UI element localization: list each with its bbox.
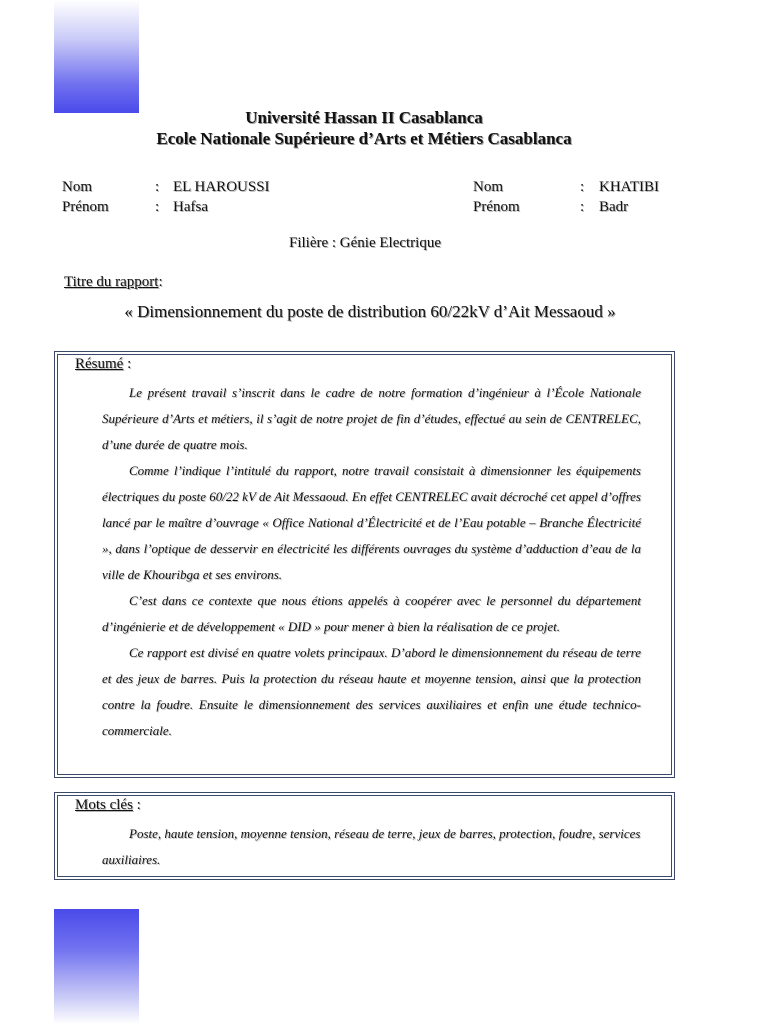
filiere: Filière : Génie Electrique (288, 235, 442, 251)
resume-paragraph-2: Comme l’indique l’intitulé du rapport, notre travail consistait à dimensionner les équipements électriques du poste 60/22 kV de Ait Messaoud. En effet CENTRELEC avait décroché cet appel d’offres lancé par le maître d’ouvrage « Office National d’Électricité et de l’Eau potable – Branche Électricité », dans l’optique de desservir en électricité les différents ouvrages du système d’adduction d’eau de la ville de Khouribga et ses environs. (102, 463, 641, 582)
student1-prenom-label: Prénom (62, 199, 109, 215)
student2-prenom-sep: : (580, 199, 585, 215)
resume-paragraph-3: C’est dans ce contexte que nous étions appelés à coopérer avec le personnel du département d’ingénierie et de développement « DID » pour mener à bien la réalisation de ce projet. (102, 593, 641, 634)
resume-paragraph-4: Ce rapport est divisé en quatre volets principaux. D’abord le dimensionnement du réseau de terre et des jeux de barres. Puis la protection du réseau haute et moyenne tension, ainsi que la protection contre la foudre. Ensuite le dimensionnement des services auxiliaires et enfin une étude technico-commerciale. (102, 645, 641, 738)
resume-label-text: Résumé (75, 356, 124, 372)
mots-cles-label-text: Mots clés (75, 797, 133, 813)
student1-nom-value: EL HAROUSSI (173, 179, 270, 195)
student2-prenom-value: Badr (599, 199, 629, 215)
student1-nom-label: Nom (62, 179, 92, 195)
decorative-gradient-bottom (54, 909, 139, 1024)
titre-rapport-label (64, 274, 163, 291)
student1-prenom-sep: : (155, 199, 160, 215)
decorative-gradient-top (54, 0, 139, 113)
student1-prenom-value: Hafsa (173, 199, 208, 215)
resume-box (54, 351, 675, 778)
mots-cles-label-colon: : (132, 797, 141, 813)
resume-body (102, 380, 641, 744)
resume-label-colon: : (123, 356, 132, 372)
university-title: Université Hassan II Casablanca (245, 108, 483, 127)
resume-paragraph-1: Le présent travail s’inscrit dans le cadre de notre formation d’ingénieur à l’École Nationale Supérieure d’Arts et métiers, il s’agit de notre projet de fin d’études, effectué au sein de CENTRELEC, d’une durée de quatre mois. (102, 385, 641, 452)
titre-rapport-colon: : (158, 274, 163, 290)
student2-nom-value: KHATIBI (599, 179, 659, 195)
mots-cles-text: Poste, haute tension, moyenne tension, réseau de terre, jeux de barres, protection, foudre, services auxiliaires. (102, 826, 641, 867)
resume-label (75, 356, 131, 373)
student2-prenom-label: Prénom (473, 199, 520, 215)
student1-nom-sep: : (155, 179, 160, 195)
student2-nom-sep: : (580, 179, 585, 195)
mots-cles-box (54, 792, 675, 880)
school-title: Ecole Nationale Supérieure d’Arts et Métiers Casablanca (156, 129, 572, 148)
titre-rapport-text: Titre du rapport (64, 274, 159, 290)
mots-cles-label (75, 797, 141, 814)
student2-nom-label: Nom (473, 179, 503, 195)
rapport-title: « Dimensionnement du poste de distribution 60/22kV d’Ait Messaoud » (124, 302, 616, 321)
